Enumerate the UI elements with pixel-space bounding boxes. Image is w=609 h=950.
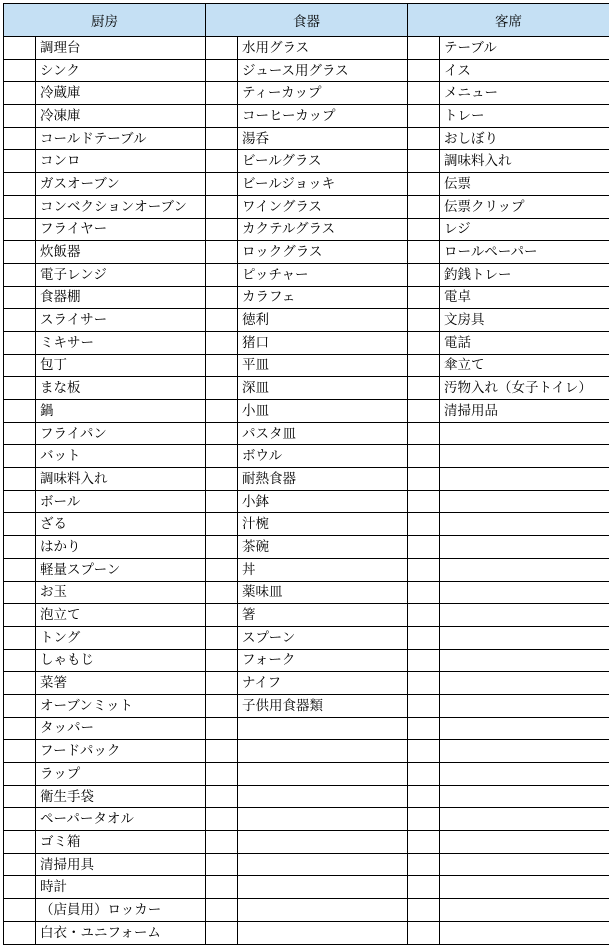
table-row (4, 127, 609, 150)
seating-item: 伝票 (440, 173, 609, 196)
seating-item: おしぼり (440, 127, 609, 150)
seating-item (440, 694, 609, 717)
kitchen-check-cell[interactable] (4, 105, 36, 128)
tableware-check-cell[interactable] (206, 876, 238, 899)
kitchen-item: 冷蔵庫 (36, 82, 206, 105)
seating-item (440, 490, 609, 513)
kitchen-check-cell[interactable] (4, 558, 36, 581)
kitchen-item: コンロ (36, 150, 206, 173)
seating-check-cell[interactable] (408, 127, 440, 150)
kitchen-check-cell[interactable] (4, 626, 36, 649)
tableware-item: ロックグラス (238, 241, 408, 264)
kitchen-check-cell[interactable] (4, 694, 36, 717)
tableware-check-cell[interactable] (206, 445, 238, 468)
seating-check-cell[interactable] (408, 876, 440, 899)
kitchen-item: 菜箸 (36, 672, 206, 695)
kitchen-item: オーブンミット (36, 694, 206, 717)
tableware-item (238, 808, 408, 831)
seating-item (440, 649, 609, 672)
seating-item: 電話 (440, 331, 609, 354)
table-row (4, 717, 609, 740)
seating-check-cell[interactable] (408, 377, 440, 400)
seating-check-cell[interactable] (408, 717, 440, 740)
kitchen-item: 泡立て (36, 604, 206, 627)
kitchen-check-cell[interactable] (4, 785, 36, 808)
tableware-item (238, 853, 408, 876)
seating-check-cell[interactable] (408, 649, 440, 672)
tableware-item (238, 876, 408, 899)
seating-check-cell[interactable] (408, 263, 440, 286)
seating-item: 電卓 (440, 286, 609, 309)
table-row (4, 377, 609, 400)
kitchen-check-cell[interactable] (4, 309, 36, 332)
tableware-check-cell[interactable] (206, 37, 238, 60)
kitchen-item: フードパック (36, 740, 206, 763)
seating-item: 汚物入れ（女子トイレ） (440, 377, 609, 400)
kitchen-item: フライヤー (36, 218, 206, 241)
seating-item (440, 672, 609, 695)
tableware-item: ビールグラス (238, 150, 408, 173)
table-row (4, 876, 609, 899)
table-row (4, 105, 609, 128)
table-row (4, 649, 609, 672)
tableware-check-cell[interactable] (206, 513, 238, 536)
table-row (4, 354, 609, 377)
tableware-check-cell[interactable] (206, 331, 238, 354)
table-row (4, 173, 609, 196)
header-kitchen: 厨房 (4, 4, 206, 37)
equipment-checklist-table (3, 3, 609, 945)
tableware-check-cell[interactable] (206, 853, 238, 876)
tableware-item: ビールジョッキ (238, 173, 408, 196)
seating-item (440, 581, 609, 604)
seating-check-cell[interactable] (408, 740, 440, 763)
kitchen-item: 時計 (36, 876, 206, 899)
tableware-item: ナイフ (238, 672, 408, 695)
kitchen-item: お玉 (36, 581, 206, 604)
seating-check-cell[interactable] (408, 672, 440, 695)
table-row (4, 468, 609, 491)
kitchen-item: 調味料入れ (36, 468, 206, 491)
tableware-check-cell[interactable] (206, 626, 238, 649)
tableware-item: 汁椀 (238, 513, 408, 536)
table-row (4, 694, 609, 717)
kitchen-item: フライパン (36, 422, 206, 445)
seating-item (440, 899, 609, 922)
kitchen-check-cell[interactable] (4, 445, 36, 468)
seating-check-cell[interactable] (408, 218, 440, 241)
kitchen-item: まな板 (36, 377, 206, 400)
kitchen-item: 鍋 (36, 400, 206, 423)
kitchen-item: トング (36, 626, 206, 649)
tableware-check-cell[interactable] (206, 649, 238, 672)
kitchen-check-cell[interactable] (4, 286, 36, 309)
kitchen-check-cell[interactable] (4, 604, 36, 627)
kitchen-check-cell[interactable] (4, 82, 36, 105)
kitchen-item: 冷凍庫 (36, 105, 206, 128)
table-row (4, 82, 609, 105)
tableware-item (238, 717, 408, 740)
seating-check-cell[interactable] (408, 173, 440, 196)
kitchen-check-cell[interactable] (4, 921, 36, 944)
tableware-check-cell[interactable] (206, 490, 238, 513)
kitchen-item: はかり (36, 536, 206, 559)
kitchen-check-cell[interactable] (4, 354, 36, 377)
seating-item: トレー (440, 105, 609, 128)
table-row (4, 400, 609, 423)
table-row (4, 37, 609, 60)
seating-check-cell[interactable] (408, 37, 440, 60)
seating-check-cell[interactable] (408, 536, 440, 559)
kitchen-check-cell[interactable] (4, 37, 36, 60)
table-row (4, 286, 609, 309)
kitchen-item: バット (36, 445, 206, 468)
seating-check-cell[interactable] (408, 694, 440, 717)
seating-check-cell[interactable] (408, 921, 440, 944)
tableware-item: 水用グラス (238, 37, 408, 60)
seating-item (440, 831, 609, 854)
kitchen-check-cell[interactable] (4, 263, 36, 286)
table-row (4, 331, 609, 354)
seating-item: メニュー (440, 82, 609, 105)
seating-item (440, 717, 609, 740)
tableware-item: ボウル (238, 445, 408, 468)
tableware-item: フォーク (238, 649, 408, 672)
kitchen-item: ミキサー (36, 331, 206, 354)
header-seating: 客席 (408, 4, 609, 37)
tableware-item: ジュース用グラス (238, 59, 408, 82)
tableware-check-cell[interactable] (206, 59, 238, 82)
kitchen-check-cell[interactable] (4, 400, 36, 423)
seating-check-cell[interactable] (408, 445, 440, 468)
tableware-check-cell[interactable] (206, 785, 238, 808)
checklist-container (3, 3, 606, 947)
tableware-check-cell[interactable] (206, 694, 238, 717)
kitchen-item: （店員用）ロッカー (36, 899, 206, 922)
table-row (4, 581, 609, 604)
tableware-check-cell[interactable] (206, 286, 238, 309)
kitchen-item: タッパー (36, 717, 206, 740)
kitchen-item: 衛生手袋 (36, 785, 206, 808)
tableware-item: 徳利 (238, 309, 408, 332)
table-row (4, 558, 609, 581)
seating-check-cell[interactable] (408, 763, 440, 786)
seating-check-cell[interactable] (408, 400, 440, 423)
seating-check-cell[interactable] (408, 150, 440, 173)
tableware-item: 小鉢 (238, 490, 408, 513)
tableware-check-cell[interactable] (206, 82, 238, 105)
seating-check-cell[interactable] (408, 626, 440, 649)
table-row (4, 853, 609, 876)
tableware-check-cell[interactable] (206, 740, 238, 763)
kitchen-check-cell[interactable] (4, 513, 36, 536)
kitchen-item: ペーパータオル (36, 808, 206, 831)
seating-item: テーブル (440, 37, 609, 60)
kitchen-check-cell[interactable] (4, 763, 36, 786)
kitchen-item: 電子レンジ (36, 263, 206, 286)
tableware-check-cell[interactable] (206, 150, 238, 173)
seating-item (440, 445, 609, 468)
kitchen-item: 白衣・ユニフォーム (36, 921, 206, 944)
tableware-item: ティーカップ (238, 82, 408, 105)
seating-check-cell[interactable] (408, 581, 440, 604)
kitchen-check-cell[interactable] (4, 127, 36, 150)
kitchen-check-cell[interactable] (4, 536, 36, 559)
table-row (4, 921, 609, 944)
table-row (4, 195, 609, 218)
seating-item: レジ (440, 218, 609, 241)
kitchen-item: コールドテーブル (36, 127, 206, 150)
seating-check-cell[interactable] (408, 286, 440, 309)
table-row (4, 740, 609, 763)
kitchen-check-cell[interactable] (4, 853, 36, 876)
tableware-check-cell[interactable] (206, 672, 238, 695)
seating-check-cell[interactable] (408, 241, 440, 264)
kitchen-check-cell[interactable] (4, 241, 36, 264)
kitchen-item: 軽量スプーン (36, 558, 206, 581)
seating-check-cell[interactable] (408, 195, 440, 218)
tableware-item: パスタ皿 (238, 422, 408, 445)
tableware-check-cell[interactable] (206, 763, 238, 786)
kitchen-item: スライサー (36, 309, 206, 332)
kitchen-check-cell[interactable] (4, 150, 36, 173)
kitchen-item: ガスオーブン (36, 173, 206, 196)
seating-check-cell[interactable] (408, 490, 440, 513)
kitchen-item: 包丁 (36, 354, 206, 377)
seating-item: 釣銭トレー (440, 263, 609, 286)
tableware-item: カクテルグラス (238, 218, 408, 241)
table-row (4, 263, 609, 286)
seating-item (440, 921, 609, 944)
kitchen-check-cell[interactable] (4, 468, 36, 491)
seating-check-cell[interactable] (408, 604, 440, 627)
seating-item (440, 876, 609, 899)
header-tableware: 食器 (206, 4, 408, 37)
kitchen-check-cell[interactable] (4, 581, 36, 604)
kitchen-check-cell[interactable] (4, 377, 36, 400)
tableware-check-cell[interactable] (206, 468, 238, 491)
seating-item (440, 513, 609, 536)
kitchen-check-cell[interactable] (4, 717, 36, 740)
tableware-item: カラフェ (238, 286, 408, 309)
seating-item: ロールペーパー (440, 241, 609, 264)
tableware-check-cell[interactable] (206, 422, 238, 445)
tableware-item (238, 899, 408, 922)
kitchen-item: しゃもじ (36, 649, 206, 672)
tableware-check-cell[interactable] (206, 536, 238, 559)
table-row (4, 672, 609, 695)
tableware-item: ワイングラス (238, 195, 408, 218)
seating-check-cell[interactable] (408, 831, 440, 854)
tableware-item (238, 740, 408, 763)
tableware-item: 茶碗 (238, 536, 408, 559)
kitchen-check-cell[interactable] (4, 331, 36, 354)
header-row (4, 4, 609, 37)
table-row (4, 513, 609, 536)
table-row (4, 218, 609, 241)
tableware-item (238, 831, 408, 854)
seating-item (440, 740, 609, 763)
table-row (4, 604, 609, 627)
seating-check-cell[interactable] (408, 899, 440, 922)
kitchen-item: 食器棚 (36, 286, 206, 309)
seating-check-cell[interactable] (408, 309, 440, 332)
tableware-check-cell[interactable] (206, 831, 238, 854)
tableware-check-cell[interactable] (206, 377, 238, 400)
table-row (4, 445, 609, 468)
tableware-check-cell[interactable] (206, 309, 238, 332)
kitchen-check-cell[interactable] (4, 831, 36, 854)
seating-item (440, 468, 609, 491)
tableware-item: ピッチャー (238, 263, 408, 286)
tableware-item: 箸 (238, 604, 408, 627)
tableware-check-cell[interactable] (206, 921, 238, 944)
seating-item (440, 853, 609, 876)
seating-item (440, 536, 609, 559)
kitchen-item: コンベクションオーブン (36, 195, 206, 218)
tableware-item (238, 763, 408, 786)
kitchen-check-cell[interactable] (4, 740, 36, 763)
tableware-item: 平皿 (238, 354, 408, 377)
table-row (4, 150, 609, 173)
kitchen-check-cell[interactable] (4, 649, 36, 672)
tableware-check-cell[interactable] (206, 899, 238, 922)
tableware-item: 丼 (238, 558, 408, 581)
table-row (4, 831, 609, 854)
tableware-item: 湯呑 (238, 127, 408, 150)
seating-item: 傘立て (440, 354, 609, 377)
seating-check-cell[interactable] (408, 82, 440, 105)
tableware-check-cell[interactable] (206, 558, 238, 581)
kitchen-item: 調理台 (36, 37, 206, 60)
table-row (4, 422, 609, 445)
seating-check-cell[interactable] (408, 808, 440, 831)
kitchen-check-cell[interactable] (4, 899, 36, 922)
seating-check-cell[interactable] (408, 513, 440, 536)
table-row (4, 899, 609, 922)
kitchen-item: 炊飯器 (36, 241, 206, 264)
kitchen-check-cell[interactable] (4, 173, 36, 196)
seating-item (440, 626, 609, 649)
tableware-check-cell[interactable] (206, 195, 238, 218)
seating-item (440, 422, 609, 445)
tableware-item: 小皿 (238, 400, 408, 423)
kitchen-check-cell[interactable] (4, 876, 36, 899)
table-row (4, 626, 609, 649)
seating-item: 文房具 (440, 309, 609, 332)
seating-item (440, 808, 609, 831)
table-row (4, 763, 609, 786)
seating-check-cell[interactable] (408, 558, 440, 581)
table-row (4, 59, 609, 82)
kitchen-item: ゴミ箱 (36, 831, 206, 854)
tableware-item: 深皿 (238, 377, 408, 400)
seating-item (440, 604, 609, 627)
tableware-check-cell[interactable] (206, 127, 238, 150)
kitchen-item: シンク (36, 59, 206, 82)
tableware-check-cell[interactable] (206, 241, 238, 264)
tableware-item: スプーン (238, 626, 408, 649)
seating-check-cell[interactable] (408, 354, 440, 377)
tableware-item (238, 921, 408, 944)
tableware-check-cell[interactable] (206, 604, 238, 627)
seating-item (440, 763, 609, 786)
kitchen-item: 清掃用具 (36, 853, 206, 876)
kitchen-check-cell[interactable] (4, 808, 36, 831)
seating-check-cell[interactable] (408, 105, 440, 128)
tableware-check-cell[interactable] (206, 173, 238, 196)
seating-check-cell[interactable] (408, 331, 440, 354)
tableware-item: コーヒーカップ (238, 105, 408, 128)
tableware-check-cell[interactable] (206, 105, 238, 128)
table-row (4, 241, 609, 264)
kitchen-item: ボール (36, 490, 206, 513)
kitchen-check-cell[interactable] (4, 59, 36, 82)
seating-check-cell[interactable] (408, 853, 440, 876)
kitchen-check-cell[interactable] (4, 195, 36, 218)
table-row (4, 536, 609, 559)
tableware-item: 耐熱食器 (238, 468, 408, 491)
table-row (4, 808, 609, 831)
kitchen-check-cell[interactable] (4, 218, 36, 241)
tableware-check-cell[interactable] (206, 808, 238, 831)
tableware-check-cell[interactable] (206, 354, 238, 377)
tableware-item: 薬味皿 (238, 581, 408, 604)
tableware-check-cell[interactable] (206, 400, 238, 423)
tableware-check-cell[interactable] (206, 218, 238, 241)
tableware-check-cell[interactable] (206, 717, 238, 740)
kitchen-check-cell[interactable] (4, 422, 36, 445)
kitchen-check-cell[interactable] (4, 490, 36, 513)
tableware-check-cell[interactable] (206, 581, 238, 604)
kitchen-item: ざる (36, 513, 206, 536)
seating-item: 伝票クリップ (440, 195, 609, 218)
seating-item: 清掃用品 (440, 400, 609, 423)
tableware-item: 子供用食器類 (238, 694, 408, 717)
seating-item (440, 785, 609, 808)
seating-item: 調味料入れ (440, 150, 609, 173)
tableware-item (238, 785, 408, 808)
seating-item: イス (440, 59, 609, 82)
table-row (4, 490, 609, 513)
seating-check-cell[interactable] (408, 59, 440, 82)
tableware-item: 猪口 (238, 331, 408, 354)
table-row (4, 309, 609, 332)
seating-check-cell[interactable] (408, 785, 440, 808)
kitchen-item: ラップ (36, 763, 206, 786)
seating-check-cell[interactable] (408, 468, 440, 491)
table-row (4, 785, 609, 808)
seating-check-cell[interactable] (408, 422, 440, 445)
seating-item (440, 558, 609, 581)
tableware-check-cell[interactable] (206, 263, 238, 286)
kitchen-check-cell[interactable] (4, 672, 36, 695)
